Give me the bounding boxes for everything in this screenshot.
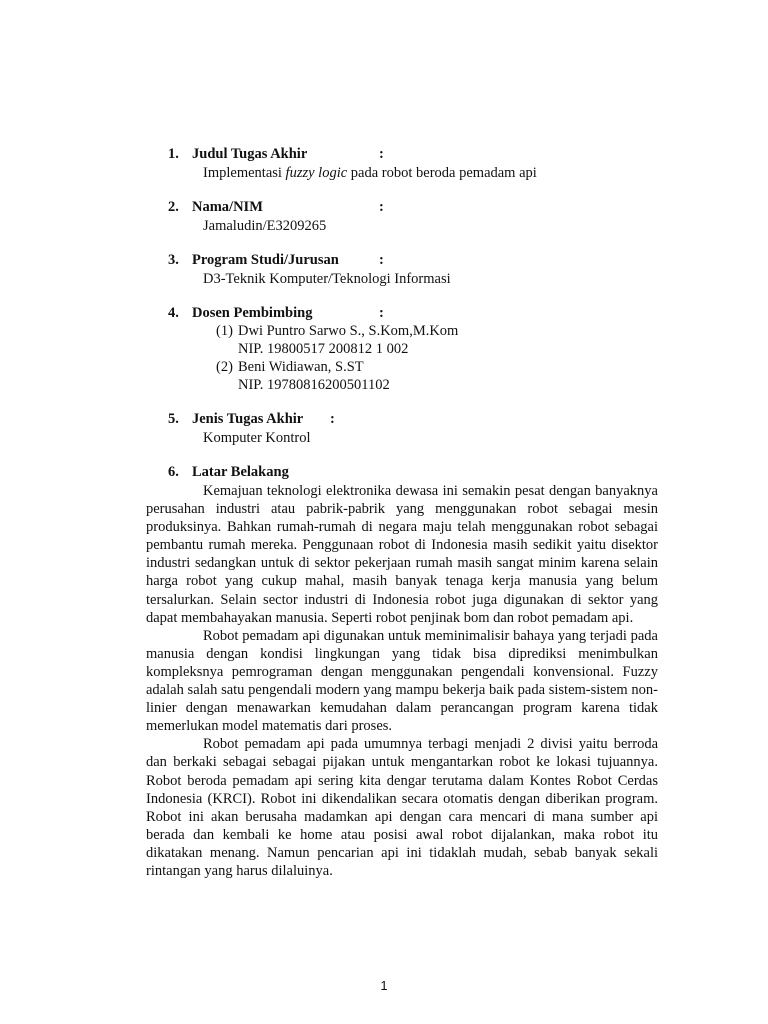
section-number: 1. [168,146,179,162]
section-heading: Judul Tugas Akhir [192,146,308,162]
advisor-index: (2) [216,359,233,375]
section-heading: Latar Belakang [192,464,289,480]
advisor-index: (1) [216,323,233,339]
advisor-nip: NIP. 19780816200501102 [238,377,390,393]
paragraph: Robot pemadam api pada umumnya terbagi menjadi 2 divisi yaitu berroda dan berkaki sebagai sebagai pijakan untuk mengantarkan robot ke lokasi tujuannya. Robot beroda pemadam api sering kita dengar terutama dalam Kontes Robot Cerdas Indonesia (KRCI). Robot ini dikendalikan secara otomatis dengan diberikan program. Robot ini akan berusaha madamkan api dengan cara mencari di mana sumber api berada dan kembali ke home atau posisi awal robot dijalankan, maka robot itu dikatakan menang. Namun pencarian api ini tidaklah mudah, sebab banyak sekali rintangan yang harus dilaluinya. [146,736,658,879]
advisor-nip: NIP. 19800517 200812 1 002 [238,341,409,357]
advisor-name: Beni Widiawan, S.ST [238,359,364,375]
paragraph: Kemajuan teknologi elektronika dewasa ini semakin pesat dengan banyaknya perusahan industri atau pabrik-pabrik yang menggunakan robot sebagai mesin produksinya. Bahkan rumah-rumah di negara maju telah menggunakan robot sebagai pembantu rumah mereka. Penggunaan robot di Indonesia masih sedikit yaitu disektor industri sedangkan untuk di sektor pekerjaan rumah masih sangat minim karena selain harga robot yang cukup mahal, masih banyak tenaga kerja manusia yang belum tersalurkan. Selain sector industri di Indonesia robot juga digunakan di sektor yang dapat membahayakan manusia. Seperti robot penjinak bom dan robot pemadam api. [146,483,658,626]
title-text-pre: Implementasi [203,165,286,181]
section-number: 5. [168,411,179,427]
section-number: 2. [168,199,179,215]
section-colon: : [379,305,384,321]
section-value: D3-Teknik Komputer/Teknologi Informasi [203,271,451,287]
section-number: 6. [168,464,179,480]
section-number: 3. [168,252,179,268]
section-value: Jamaludin/E3209265 [203,218,327,234]
background-body [146,482,658,880]
section-heading: Nama/NIM [192,199,263,215]
section-value [203,164,537,182]
title-text-emphasis: fuzzy logic [285,165,348,181]
section-number: 4. [168,305,179,321]
page-number: 1 [380,978,388,993]
paragraph: Robot pemadam api digunakan untuk meminimalisir bahaya yang terjadi pada manusia dengan kondisi lingkungan yang tidak bisa diprediksi menimbulkan kompleksnya pemrograman dengan menggunakan pengendali konvensional. Fuzzy adalah salah satu pengendali modern yang mampu bekerja baik pada sistem-sistem non-linier dengan menawarkan kemudahan dalam perancangan program karena tidak memerlukan model matematis dari proses. [146,627,658,735]
section-colon: : [379,146,384,162]
section-colon: : [330,411,335,427]
section-heading: Jenis Tugas Akhir [192,411,304,427]
title-text-post: pada robot beroda pemadam api [347,165,537,181]
advisor-name: Dwi Puntro Sarwo S., S.Kom,M.Kom [238,323,459,339]
section-value: Komputer Kontrol [203,430,311,446]
section-colon: : [379,199,384,215]
section-heading: Program Studi/Jurusan [192,252,339,268]
section-colon: : [379,252,384,268]
section-heading: Dosen Pembimbing [192,305,313,321]
